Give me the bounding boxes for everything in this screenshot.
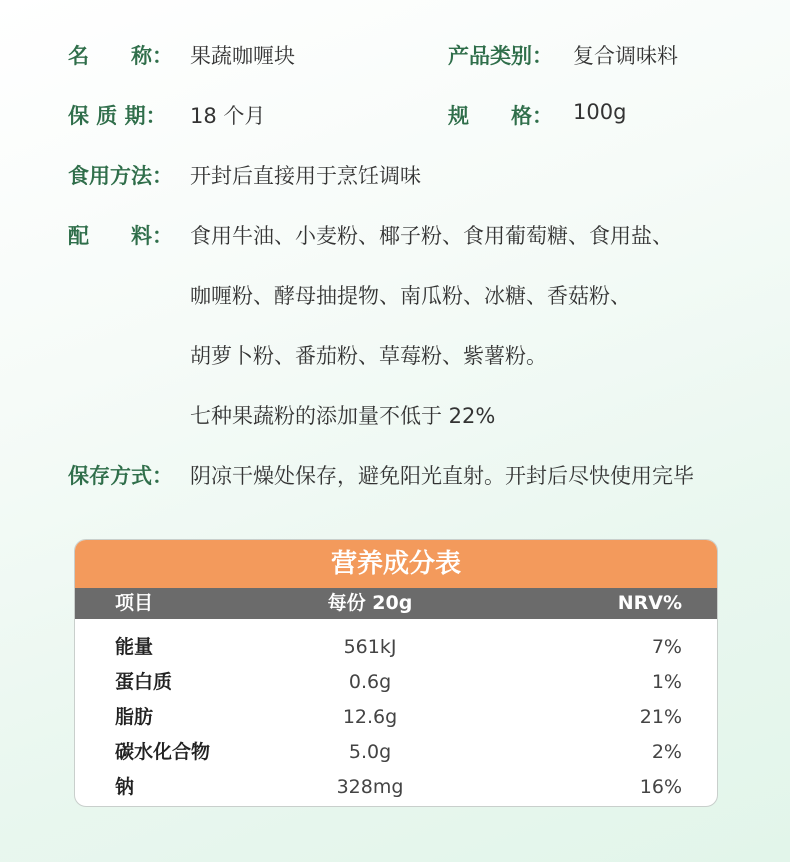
category-value: 复合调味料: [573, 44, 678, 68]
usage-label: 食用方法：: [68, 164, 173, 188]
ingredients-line: 食用牛油、小麦粉、椰子粉、食用葡萄糖、食用盐、: [190, 224, 673, 248]
row-item: 脂肪: [115, 706, 154, 728]
row-nrv: 1%: [651, 671, 682, 693]
ingredients-line: 咖喱粉、酵母抽提物、南瓜粉、冰糖、香菇粉、: [190, 284, 631, 308]
ingredients-line: 胡萝卜粉、番茄粉、草莓粉、紫薯粉。: [190, 344, 547, 368]
row-nrv: 21%: [639, 706, 682, 728]
header-item: 项目: [115, 592, 154, 614]
header-per-serving: 每份 20g: [327, 592, 413, 614]
name-value: 果蔬咖喱块: [190, 44, 295, 68]
usage-row: [0, 160, 790, 200]
shelf-life-label: 保 质 期：: [68, 104, 167, 128]
ingredients-label: 配 料：: [68, 224, 173, 248]
header-nrv: NRV%: [617, 592, 682, 614]
row-nrv: 16%: [639, 776, 682, 798]
name-row: [0, 40, 790, 80]
row-amount: 12.6g: [342, 706, 398, 728]
row-nrv: 7%: [651, 636, 682, 658]
row-amount: 5.0g: [348, 741, 392, 763]
table-row: [75, 630, 717, 665]
table-row: [75, 770, 717, 805]
ingredients-note: 七种果蔬粉的添加量不低于 22%: [190, 404, 496, 428]
table-row: [75, 665, 717, 700]
category-label: 产品类别：: [448, 44, 553, 68]
row-item: 能量: [115, 636, 154, 658]
storage-label: 保存方式：: [68, 464, 173, 488]
usage-value: 开封后直接用于烹饪调味: [190, 164, 421, 188]
shelf-life-row: [0, 100, 790, 140]
row-item: 蛋白质: [115, 671, 173, 693]
row-amount: 328mg: [336, 776, 404, 798]
spec-value: 100g: [573, 100, 627, 124]
row-item: 钠: [115, 776, 135, 798]
storage-value: 阴凉干燥处保存，避免阳光直射。开封后尽快使用完毕: [190, 464, 694, 488]
row-amount: 561kJ: [343, 636, 397, 658]
storage-row: [0, 460, 790, 500]
table-row: [75, 735, 717, 770]
nutrition-table: [74, 539, 718, 807]
spec-label: 规 格：: [448, 104, 553, 128]
row-item: 碳水化合物: [115, 741, 211, 763]
nutrition-table-title: 营养成分表: [75, 540, 717, 588]
nutrition-table-header: [75, 588, 717, 619]
name-label: 名 称：: [68, 44, 173, 68]
table-row: [75, 700, 717, 735]
row-amount: 0.6g: [348, 671, 392, 693]
shelf-life-value: 18 个月: [190, 104, 266, 128]
row-nrv: 2%: [651, 741, 682, 763]
